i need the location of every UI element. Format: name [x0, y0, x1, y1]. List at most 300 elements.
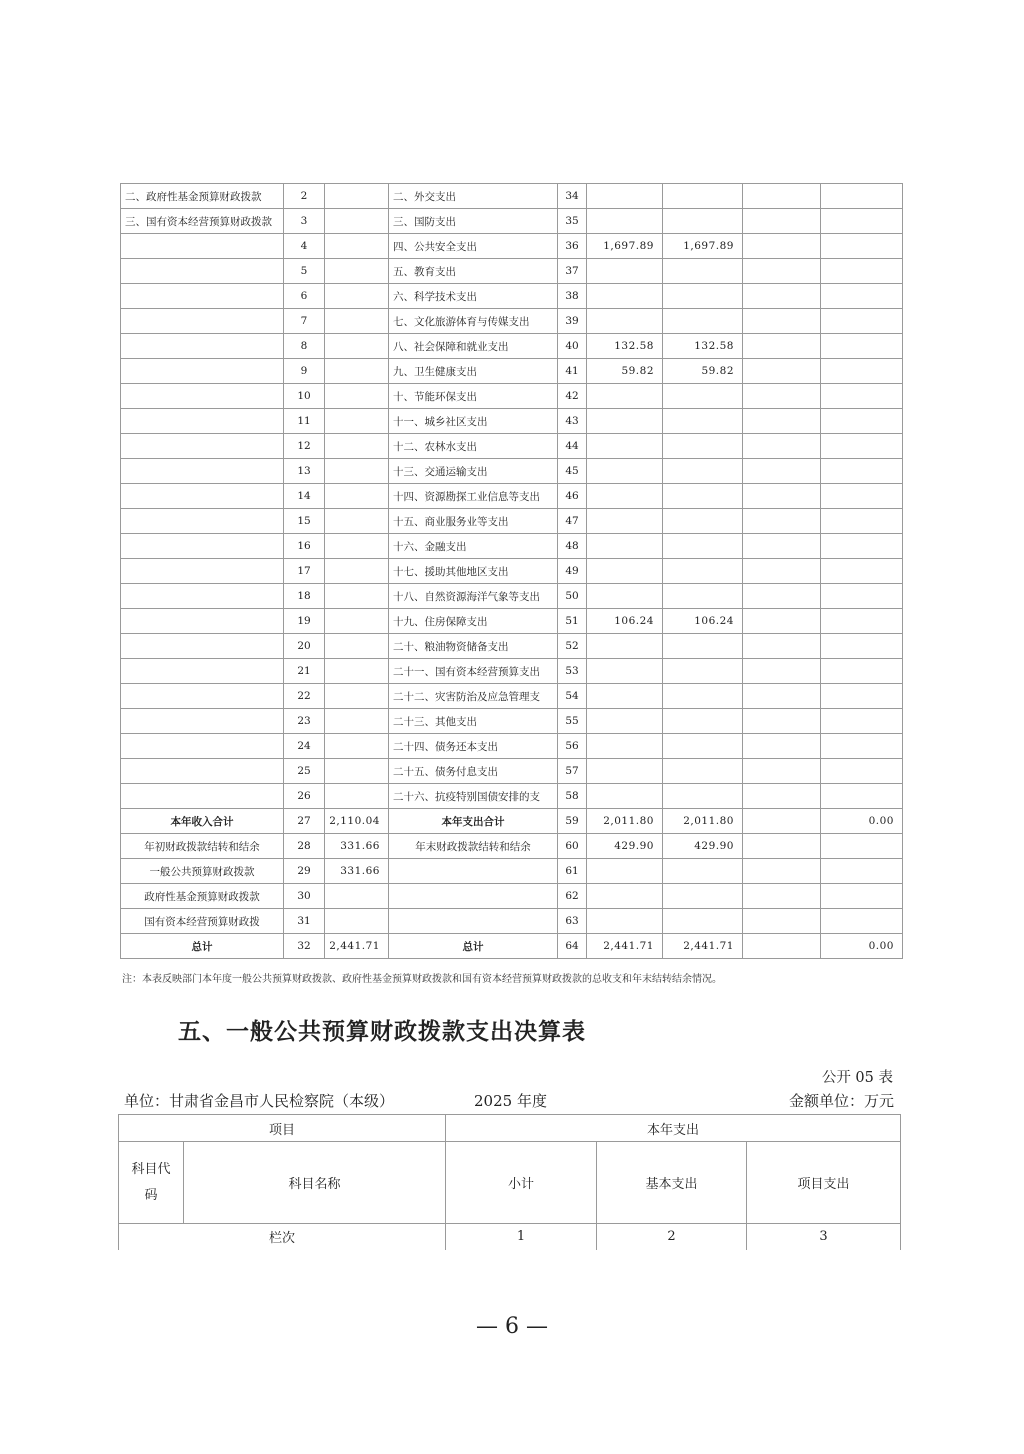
income-amount — [325, 184, 389, 209]
expense-total — [587, 559, 663, 584]
table-row — [121, 359, 903, 384]
expense-total — [587, 634, 663, 659]
expense-line-no: 58 — [558, 784, 587, 809]
expense-line-no: 49 — [558, 559, 587, 584]
income-item — [121, 709, 284, 734]
expense-basic — [663, 584, 743, 609]
col-project: 项目支出 — [747, 1142, 901, 1224]
expense-item: 五、教育支出 — [389, 259, 558, 284]
expense-basic — [663, 384, 743, 409]
expense-project — [743, 534, 821, 559]
expense-other — [821, 634, 903, 659]
income-item: 政府性基金预算财政拨款 — [121, 884, 284, 909]
expense-item: 二十三、其他支出 — [389, 709, 558, 734]
expense-basic — [663, 859, 743, 884]
income-item — [121, 409, 284, 434]
expense-project — [743, 709, 821, 734]
income-line-no: 24 — [284, 734, 325, 759]
expense-project — [743, 434, 821, 459]
income-line-no: 13 — [284, 459, 325, 484]
expense-other — [821, 234, 903, 259]
income-amount — [325, 634, 389, 659]
income-item — [121, 559, 284, 584]
income-item: 国有资本经营预算财政拨 — [121, 909, 284, 934]
expense-other — [821, 459, 903, 484]
income-line-no: 26 — [284, 784, 325, 809]
expense-item: 七、文化旅游体育与传媒支出 — [389, 309, 558, 334]
expense-line-no: 59 — [558, 809, 587, 834]
income-item: 二、政府性基金预算财政拨款 — [121, 184, 284, 209]
expense-total — [587, 884, 663, 909]
expense-item: 十二、农林水支出 — [389, 434, 558, 459]
expense-total — [587, 909, 663, 934]
income-item: 年初财政拨款结转和结余 — [121, 834, 284, 859]
expense-other — [821, 284, 903, 309]
expense-total: 2,011.80 — [587, 809, 663, 834]
expense-basic — [663, 484, 743, 509]
expense-line-no: 38 — [558, 284, 587, 309]
income-amount — [325, 334, 389, 359]
income-amount — [325, 284, 389, 309]
expense-line-no: 56 — [558, 734, 587, 759]
expense-total — [587, 759, 663, 784]
income-amount — [325, 434, 389, 459]
income-amount: 331.66 — [325, 834, 389, 859]
expense-other — [821, 884, 903, 909]
income-item: 总计 — [121, 934, 284, 959]
expense-project — [743, 209, 821, 234]
table-row — [121, 609, 903, 634]
income-amount — [325, 459, 389, 484]
income-line-no: 21 — [284, 659, 325, 684]
expense-basic — [663, 534, 743, 559]
income-line-no: 10 — [284, 384, 325, 409]
expense-item: 二十、粮油物资储备支出 — [389, 634, 558, 659]
expense-other — [821, 784, 903, 809]
income-item: 本年收入合计 — [121, 809, 284, 834]
income-item — [121, 309, 284, 334]
table-row — [121, 759, 903, 784]
fiscal-income-expense-table — [120, 183, 903, 959]
table-row — [121, 484, 903, 509]
expense-basic — [663, 459, 743, 484]
expense-project — [743, 759, 821, 784]
income-item — [121, 584, 284, 609]
expense-project — [743, 934, 821, 959]
income-line-no: 32 — [284, 934, 325, 959]
expense-project — [743, 459, 821, 484]
expense-basic — [663, 634, 743, 659]
expense-item: 十七、援助其他地区支出 — [389, 559, 558, 584]
expense-other — [821, 484, 903, 509]
col-subject-name: 科目名称 — [184, 1142, 446, 1224]
income-line-no: 6 — [284, 284, 325, 309]
expense-line-no: 61 — [558, 859, 587, 884]
income-line-no: 12 — [284, 434, 325, 459]
expenditure-table — [118, 1114, 901, 1250]
section-title: 五、一般公共预算财政拨款支出决算表 — [178, 1019, 586, 1045]
page-number: — 6 — — [476, 1314, 548, 1339]
expense-line-no: 41 — [558, 359, 587, 384]
expense-project — [743, 409, 821, 434]
expense-item — [389, 859, 558, 884]
income-line-no: 19 — [284, 609, 325, 634]
expense-line-no: 45 — [558, 459, 587, 484]
expense-project — [743, 509, 821, 534]
income-item: 三、国有资本经营预算财政拨款 — [121, 209, 284, 234]
expense-basic — [663, 734, 743, 759]
expense-item: 十六、金融支出 — [389, 534, 558, 559]
income-item — [121, 459, 284, 484]
expense-total — [587, 584, 663, 609]
table-note: 注：本表反映部门本年度一般公共预算财政拨款、政府性基金预算财政拨款和国有资本经营预算财政拨款的总收支和年末结转结余情况。 — [122, 974, 722, 985]
expense-basic — [663, 784, 743, 809]
expense-basic — [663, 759, 743, 784]
income-item — [121, 659, 284, 684]
expense-other — [821, 759, 903, 784]
expense-item: 十三、交通运输支出 — [389, 459, 558, 484]
income-amount — [325, 584, 389, 609]
table-row — [121, 709, 903, 734]
income-line-no: 31 — [284, 909, 325, 934]
expense-project — [743, 809, 821, 834]
income-amount — [325, 759, 389, 784]
income-amount — [325, 709, 389, 734]
col-basic: 基本支出 — [597, 1142, 747, 1224]
expense-item: 十五、商业服务业等支出 — [389, 509, 558, 534]
income-amount — [325, 259, 389, 284]
income-item: 一般公共预算财政拨款 — [121, 859, 284, 884]
income-line-no: 14 — [284, 484, 325, 509]
header-row-1 — [119, 1115, 901, 1142]
expense-total — [587, 434, 663, 459]
expense-other — [821, 859, 903, 884]
table-row — [121, 509, 903, 534]
table-row — [121, 234, 903, 259]
expense-other — [821, 409, 903, 434]
row-label: 栏次 — [119, 1224, 446, 1250]
expense-item: 八、社会保障和就业支出 — [389, 334, 558, 359]
income-amount — [325, 484, 389, 509]
expense-basic — [663, 309, 743, 334]
expense-item: 二十一、国有资本经营预算支出 — [389, 659, 558, 684]
expense-basic — [663, 684, 743, 709]
expense-line-no: 55 — [558, 709, 587, 734]
expense-line-no: 36 — [558, 234, 587, 259]
expense-project — [743, 634, 821, 659]
expense-basic: 1,697.89 — [663, 234, 743, 259]
header-item: 项目 — [119, 1115, 446, 1142]
income-amount — [325, 234, 389, 259]
income-item — [121, 484, 284, 509]
income-item — [121, 684, 284, 709]
expense-total — [587, 509, 663, 534]
expense-basic — [663, 409, 743, 434]
table-row — [121, 909, 903, 934]
expense-line-no: 62 — [558, 884, 587, 909]
table-row — [121, 934, 903, 959]
expense-project — [743, 784, 821, 809]
expense-project — [743, 484, 821, 509]
table-row — [121, 734, 903, 759]
expense-basic — [663, 284, 743, 309]
table-row — [121, 184, 903, 209]
income-line-no: 18 — [284, 584, 325, 609]
income-item — [121, 284, 284, 309]
amount-unit: 金额单位：万元 — [788, 1092, 894, 1110]
expense-item: 二、外交支出 — [389, 184, 558, 209]
expense-basic — [663, 184, 743, 209]
expense-project — [743, 284, 821, 309]
expense-basic: 106.24 — [663, 609, 743, 634]
income-item — [121, 609, 284, 634]
unit-name: 单位：甘肃省金昌市人民检察院（本级） — [124, 1092, 395, 1110]
expense-project — [743, 359, 821, 384]
income-line-no: 7 — [284, 309, 325, 334]
expense-line-no: 53 — [558, 659, 587, 684]
table-row — [121, 809, 903, 834]
expense-line-no: 37 — [558, 259, 587, 284]
income-amount: 2,441.71 — [325, 934, 389, 959]
expense-project — [743, 659, 821, 684]
table-row — [121, 384, 903, 409]
expense-other — [821, 709, 903, 734]
fiscal-table-body — [121, 184, 903, 959]
expense-project — [743, 259, 821, 284]
expense-other — [821, 309, 903, 334]
table-row — [121, 409, 903, 434]
expense-basic — [663, 209, 743, 234]
income-amount — [325, 359, 389, 384]
expense-basic: 132.58 — [663, 334, 743, 359]
expense-item: 六、科学技术支出 — [389, 284, 558, 309]
expense-item: 二十六、抗疫特别国债安排的支 — [389, 784, 558, 809]
table-row — [121, 684, 903, 709]
table-row — [121, 534, 903, 559]
expense-other — [821, 584, 903, 609]
income-amount — [325, 384, 389, 409]
expense-total — [587, 259, 663, 284]
form-number: 公开 05 表 — [821, 1070, 893, 1086]
expense-item: 三、国防支出 — [389, 209, 558, 234]
expense-total — [587, 659, 663, 684]
expense-project — [743, 909, 821, 934]
income-line-no: 4 — [284, 234, 325, 259]
table-row — [121, 859, 903, 884]
expense-other — [821, 659, 903, 684]
income-line-no: 23 — [284, 709, 325, 734]
table-row — [121, 784, 903, 809]
expense-project — [743, 859, 821, 884]
expense-other — [821, 609, 903, 634]
income-amount — [325, 309, 389, 334]
header-current-year: 本年支出 — [446, 1115, 901, 1142]
expense-line-no: 63 — [558, 909, 587, 934]
expense-basic — [663, 909, 743, 934]
expense-basic: 2,011.80 — [663, 809, 743, 834]
table-row — [121, 334, 903, 359]
expense-other — [821, 559, 903, 584]
expense-item: 十四、资源勘探工业信息等支出 — [389, 484, 558, 509]
income-line-no: 3 — [284, 209, 325, 234]
expense-project — [743, 334, 821, 359]
expense-total — [587, 284, 663, 309]
expense-total — [587, 309, 663, 334]
income-amount — [325, 409, 389, 434]
income-amount — [325, 559, 389, 584]
income-amount — [325, 884, 389, 909]
expense-other: 0.00 — [821, 934, 903, 959]
income-line-no: 5 — [284, 259, 325, 284]
expense-basic — [663, 559, 743, 584]
expense-total — [587, 209, 663, 234]
col-subtotal: 小计 — [446, 1142, 597, 1224]
expense-basic — [663, 884, 743, 909]
table-row — [121, 309, 903, 334]
income-item — [121, 634, 284, 659]
expense-line-no: 35 — [558, 209, 587, 234]
expense-total — [587, 859, 663, 884]
expense-other — [821, 334, 903, 359]
income-amount — [325, 509, 389, 534]
expense-other — [821, 509, 903, 534]
expense-other — [821, 209, 903, 234]
expense-line-no: 60 — [558, 834, 587, 859]
income-line-no: 8 — [284, 334, 325, 359]
income-line-no: 2 — [284, 184, 325, 209]
table-row — [121, 584, 903, 609]
income-line-no: 28 — [284, 834, 325, 859]
income-item — [121, 734, 284, 759]
income-amount — [325, 684, 389, 709]
expense-total: 2,441.71 — [587, 934, 663, 959]
expense-total: 132.58 — [587, 334, 663, 359]
income-amount — [325, 609, 389, 634]
expense-item: 十一、城乡社区支出 — [389, 409, 558, 434]
expense-total — [587, 384, 663, 409]
expense-line-no: 54 — [558, 684, 587, 709]
expense-basic — [663, 659, 743, 684]
expense-other — [821, 909, 903, 934]
income-line-no: 25 — [284, 759, 325, 784]
expense-total — [587, 459, 663, 484]
expense-line-no: 46 — [558, 484, 587, 509]
income-line-no: 11 — [284, 409, 325, 434]
expense-line-no: 42 — [558, 384, 587, 409]
income-item — [121, 784, 284, 809]
column-index-row — [119, 1224, 901, 1250]
expense-item: 九、卫生健康支出 — [389, 359, 558, 384]
expense-item: 二十五、债务付息支出 — [389, 759, 558, 784]
expense-total — [587, 484, 663, 509]
col-subject-code: 科目代码 — [119, 1142, 184, 1224]
expense-total: 1,697.89 — [587, 234, 663, 259]
expense-total: 429.90 — [587, 834, 663, 859]
expense-total: 106.24 — [587, 609, 663, 634]
income-amount — [325, 659, 389, 684]
expense-project — [743, 184, 821, 209]
table-row — [121, 209, 903, 234]
table-row — [121, 284, 903, 309]
expense-item: 十、节能环保支出 — [389, 384, 558, 409]
income-amount: 331.66 — [325, 859, 389, 884]
income-item — [121, 334, 284, 359]
income-amount — [325, 534, 389, 559]
expense-other — [821, 834, 903, 859]
income-item — [121, 509, 284, 534]
expense-project — [743, 684, 821, 709]
table-row — [121, 434, 903, 459]
income-item — [121, 434, 284, 459]
expense-project — [743, 609, 821, 634]
income-item — [121, 259, 284, 284]
income-line-no: 30 — [284, 884, 325, 909]
table-row — [121, 634, 903, 659]
table-row — [121, 834, 903, 859]
expense-basic — [663, 259, 743, 284]
expense-item: 四、公共安全支出 — [389, 234, 558, 259]
expense-project — [743, 834, 821, 859]
expense-other — [821, 684, 903, 709]
expense-project — [743, 559, 821, 584]
col-index-2: 2 — [597, 1224, 747, 1250]
expense-total — [587, 709, 663, 734]
expense-item: 十八、自然资源海洋气象等支出 — [389, 584, 558, 609]
table-row — [121, 559, 903, 584]
income-amount — [325, 734, 389, 759]
expense-item: 本年支出合计 — [389, 809, 558, 834]
expense-line-no: 44 — [558, 434, 587, 459]
income-item — [121, 534, 284, 559]
income-item — [121, 759, 284, 784]
col-index-3: 3 — [747, 1224, 901, 1250]
fiscal-year: 2025 年度 — [474, 1092, 547, 1110]
expense-item: 十九、住房保障支出 — [389, 609, 558, 634]
income-amount — [325, 784, 389, 809]
expense-basic: 429.90 — [663, 834, 743, 859]
expense-total — [587, 184, 663, 209]
expense-project — [743, 584, 821, 609]
table-row — [121, 884, 903, 909]
expense-line-no: 48 — [558, 534, 587, 559]
expense-line-no: 39 — [558, 309, 587, 334]
expense-line-no: 50 — [558, 584, 587, 609]
expense-item: 总计 — [389, 934, 558, 959]
expense-basic: 59.82 — [663, 359, 743, 384]
table-row — [121, 659, 903, 684]
expense-line-no: 34 — [558, 184, 587, 209]
expense-other — [821, 184, 903, 209]
income-item — [121, 234, 284, 259]
expense-line-no: 43 — [558, 409, 587, 434]
expense-other — [821, 534, 903, 559]
income-amount: 2,110.04 — [325, 809, 389, 834]
income-amount — [325, 909, 389, 934]
expense-project — [743, 734, 821, 759]
expense-item: 二十四、债务还本支出 — [389, 734, 558, 759]
income-line-no: 20 — [284, 634, 325, 659]
col-index-1: 1 — [446, 1224, 597, 1250]
expense-basic — [663, 709, 743, 734]
table-row — [121, 459, 903, 484]
unit-info-row — [124, 1090, 894, 1112]
income-item — [121, 384, 284, 409]
expense-project — [743, 884, 821, 909]
expense-basic — [663, 509, 743, 534]
expense-line-no: 51 — [558, 609, 587, 634]
expense-item: 年末财政拨款结转和结余 — [389, 834, 558, 859]
income-line-no: 17 — [284, 559, 325, 584]
